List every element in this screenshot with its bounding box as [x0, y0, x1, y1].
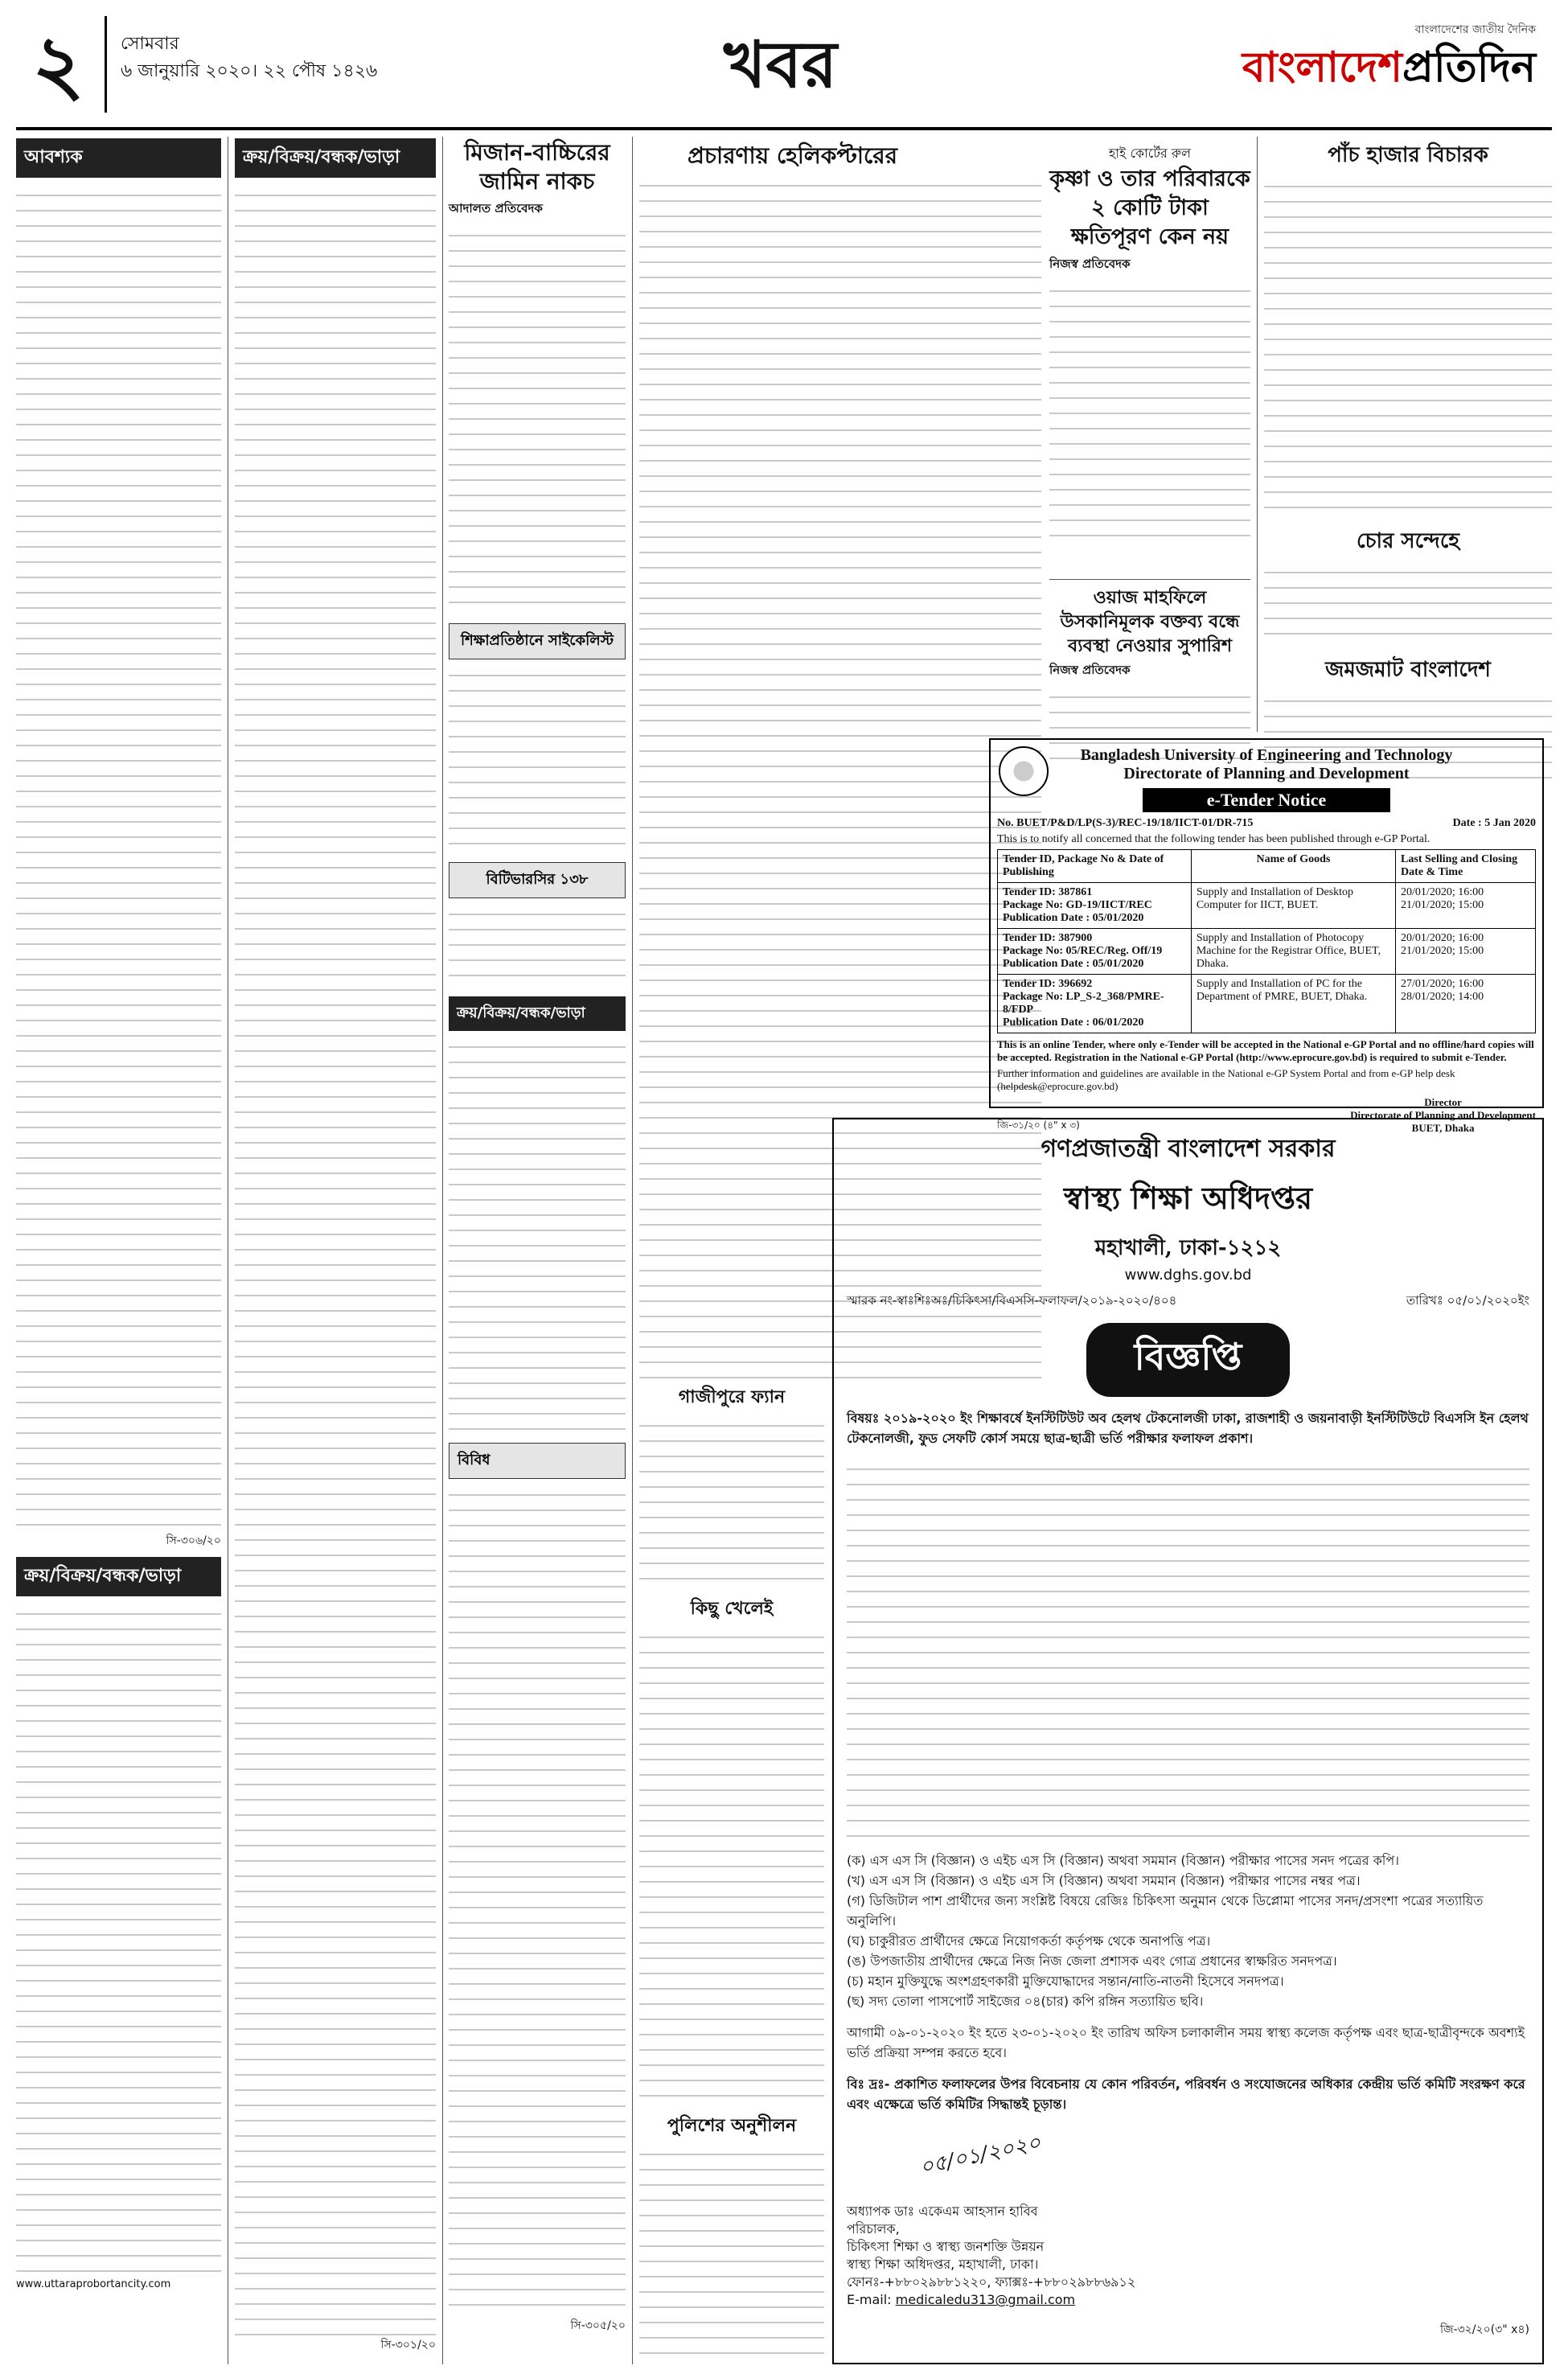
tender-cell-dates: 27/01/2020; 16:00 28/01/2020; 14:00	[1396, 975, 1536, 1033]
notice-body	[847, 1456, 1529, 1842]
table-row	[998, 975, 1536, 1033]
notice-bottom: আগামী ০৯-০১-২০২০ ইং হতে ২৩-০১-২০২০ ইং তারিখ অফিস চলাকালীন সময় স্বাস্থ্য কলেজ কর্তৃপক্ষ এবং ছাত্র-ছাত্রীবৃন্দকে অবশ্যই ভর্তি প্রক্রিয়া সম্পন্ন করতে হবে।	[847, 2025, 1525, 2060]
classified-id: সি-৩০৫/২০	[570, 2319, 626, 2332]
notice-note: বিঃ দ্রঃ- প্রকাশিত ফলাফলের উপর বিবেচনায় যে কোন পরিবর্তন, পরিবর্ধন ও সংযোজনের অধিকার কেন্দ্রীয় ভর্তি কমিটি সংরক্ষণ করে এবং এক্ষেত্রে ভর্তি কমিটির সিদ্ধান্তই চূড়ান্ত।	[847, 2076, 1525, 2112]
story-kichu-body	[639, 1624, 824, 2107]
notice-dept: স্বাস্থ্য শিক্ষা অধিদপ্তর	[1063, 1180, 1313, 1216]
tender-cell-id: Tender ID: 387861 Package No: GD-19/IICT/REC Publication Date : 05/01/2020	[998, 883, 1192, 929]
notice-list-item: (ক) এস এস সি (বিজ্ঞান) ও এইচ এস সি (বিজ্ঞান) অথবা সমমান (বিজ্ঞান) পরীক্ষার পাসের সনদ পত্রের কপি।	[847, 1853, 1399, 1868]
story-btv-body	[449, 902, 626, 990]
tender-date: Date : 5 Jan 2020	[1452, 817, 1536, 829]
notice-title: বিজ্ঞপ্তি	[1086, 1323, 1291, 1397]
notice-email-label: E-mail:	[847, 2292, 892, 2307]
story-krishna-byline: নিজস্ব প্রতিবেদক	[1049, 257, 1131, 271]
tender-note1: This is an online Tender, where only e-Tender will be accepted in the National e-GP Portal and no offline/hard copies will be accepted. Registration in the National e-GP Portal (http://www.eprocure.gov.bd) is required to submit e-Tender.	[997, 1038, 1534, 1063]
classifieds-buy-heading-mid: ক্রয়/বিক্রয়/বন্ধক/ভাড়া	[449, 996, 626, 1031]
notice-list-item: (ছ) সদ্য তোলা পাসপোর্ট সাইজের ০৪(চার) কপি রঙ্গিন সত্যায়িত ছবি।	[847, 1994, 1204, 2009]
notice-email	[847, 2291, 1135, 2309]
logo-tagline: বাংলাদেশের জাতীয় দৈনিক	[1414, 23, 1536, 36]
story-mizan-body	[449, 223, 626, 617]
notice-list-item: (গ) ডিজিটাল পাশ প্রার্থীদের জন্য সংশ্লিষ্ট বিষয়ে রেজিঃ চিকিৎসা অনুমান থেকে ডিপ্লোমা পাসের সনদ/প্রসংশা পত্রের সত্যায়িত অনুলিপি।	[847, 1893, 1484, 1928]
tender-cell-goods: Supply and Installation of Photocopy Machine for the Registrar Office, BUET, Dhaka.	[1191, 929, 1395, 975]
classifieds-buy-heading: ক্রয়/বিক্রয়/বন্ধক/ভাড়া	[235, 138, 436, 178]
newspaper-logo	[1230, 20, 1536, 117]
column-rule	[632, 137, 633, 2364]
notice-phone: ফোনঃ-+৮৮০২৯৮৮১২২০, ফ্যাক্সঃ-+৮৮০২৯৮৮৬৯১২	[847, 2274, 1136, 2290]
notice-list-item: (খ) এস এস সি (বিজ্ঞান) ও এইচ এস সি (বিজ্ঞান) অথবা সমমান (বিজ্ঞান) পরীক্ষার পাসের নম্বর পত্র।	[847, 1873, 1361, 1888]
story-cyclist-headline: শিক্ষাপ্রতিষ্ঠানে সাইকেলিস্ট	[449, 623, 626, 659]
tender-col-goods: Name of Goods	[1191, 850, 1395, 883]
notice-list-item: (ঘ) চাকুরীরত প্রার্থীদের ক্ষেত্রে নিয়োগকর্তা কর্তৃপক্ষ থেকে অনাপত্তি পত্র।	[847, 1933, 1211, 1949]
table-row	[998, 929, 1536, 975]
tender-ref: No. BUET/P&D/LP(S-3)/REC-19/18/IICT-01/DR-715	[997, 817, 1254, 829]
classifieds-needed-heading: আবশ্যক	[16, 138, 221, 178]
notice-sig3: চিকিৎসা শিক্ষা ও স্বাস্থ্য জনশক্তি উন্নয়ন	[847, 2239, 1045, 2254]
story-mizan-byline: আদালত প্রতিবেদক	[449, 201, 543, 216]
notice-ref: স্মারক নং-স্বাঃশিঃঅঃ/চিকিৎসা/বিএসসি-ফলাফল/২০১৯-২০২০/৪০৪	[847, 1293, 1177, 1308]
classifieds-misc-heading: বিবিধ	[449, 1443, 626, 1479]
story-krishna-body	[1049, 278, 1250, 544]
story-krishna-kicker: হাই কোর্টের রুল	[1108, 146, 1191, 161]
column-rule	[1257, 137, 1258, 732]
story-helicopter-headline: প্রচারণায় হেলিকপ্টারের	[688, 142, 898, 169]
tender-cell-goods: Supply and Installation of Desktop Computer for IICT, BUET.	[1191, 883, 1395, 929]
tender-sign3: BUET, Dhaka	[1411, 1122, 1475, 1134]
classifieds-needed-text	[16, 183, 221, 1534]
tender-note2: Further information and guidelines are available in the National e-GP System Portal and from e-GP help desk (helpdesk@eprocure.gov.bd)	[997, 1067, 1455, 1092]
page-number: ২	[32, 16, 107, 113]
story-waz-byline: নিজস্ব প্রতিবেদক	[1049, 663, 1131, 677]
story-chor-headline: চোর সন্দেহে	[1356, 529, 1460, 553]
tender-cell-id: Tender ID: 387900 Package No: 05/REC/Reg. Off/19 Publication Date : 05/01/2020	[998, 929, 1192, 975]
masthead-rule	[16, 127, 1552, 130]
notice-address: মহাখালী, ঢাকা-১২১২	[1094, 1236, 1282, 1260]
issue-day: সোমবার	[121, 34, 179, 54]
classified-id: সি-৩০১/২০	[380, 2339, 436, 2351]
story-gazipur-body	[639, 1413, 824, 1590]
notice-sig1: অধ্যাপক ডাঃ একেএম আহসান হাবিব	[847, 2204, 1038, 2219]
notice-gov: গণপ্রজাতন্ত্রী বাংলাদেশ সরকার	[1041, 1135, 1336, 1163]
issue-date-text: ৬ জানুয়ারি ২০২০। ২২ পৌষ ১৪২৬	[121, 61, 378, 81]
notice-date: তারিখঃ ০৫/০১/২০২০ইং	[1406, 1293, 1529, 1308]
story-police-body	[639, 2142, 824, 2367]
notice-signature-date: ০৫/০১/২০২০	[917, 2130, 1043, 2180]
story-cyclist-body	[449, 663, 626, 856]
buet-logo-icon	[999, 746, 1049, 796]
notice-list-item: (চ) মহান মুক্তিযুদ্ধে অংশগ্রহণকারী মুক্তিযোদ্ধাদের সন্তান/নাতি-নাতনী হিসেবে সনদপত্র।	[847, 1974, 1284, 1989]
story-gazipur-headline: গাজীপুরে ফ্যান	[678, 1386, 786, 1407]
story-chor-body	[1264, 560, 1552, 648]
classifieds-buy-text	[235, 183, 436, 2338]
story-krishna-headline: কৃষ্ণা ও তার পরিবারকে ২ কোটি টাকা ক্ষতিপূরণ কেন নয়	[1049, 166, 1250, 249]
story-krishna	[1049, 143, 1250, 544]
tender-col-id: Tender ID, Package No & Date of Publishing	[998, 850, 1192, 883]
tender-table	[997, 849, 1536, 1033]
tender-col-dates: Last Selling and Closing Date & Time	[1396, 850, 1536, 883]
classifieds-buy-text-left	[16, 1601, 221, 2277]
story-jomjomat-headline: জমজমাট বাংলাদেশ	[1325, 658, 1491, 682]
health-notice-ad	[832, 1118, 1544, 2364]
classifieds-needed-column	[16, 138, 221, 2366]
classified-website: www.uttaraprobortancity.com	[16, 2278, 171, 2290]
story-panch-headline: পাঁচ হাজার বিচারক	[1328, 143, 1488, 167]
classifieds-buy-heading-left: ক্রয়/বিক্রয়/বন্ধক/ভাড়া	[16, 1557, 221, 1596]
classifieds-misc-text	[449, 1482, 626, 2319]
column-three	[449, 138, 626, 2366]
classifieds-buy-column	[235, 138, 436, 2366]
story-panch-body	[1264, 174, 1552, 520]
column-rule	[442, 137, 443, 2364]
story-mizan-headline: মিজান-বাচ্চিরের জামিন নাকচ	[464, 139, 610, 195]
notice-sig2: পরিচালক,	[847, 2221, 900, 2236]
tender-cell-dates: 20/01/2020; 16:00 21/01/2020; 15:00	[1396, 883, 1536, 929]
notice-sig4: স্বাস্থ্য শিক্ষা অধিদপ্তর, মহাখালী, ঢাকা।	[847, 2257, 1039, 2272]
logo-name	[1230, 39, 1536, 96]
tender-org1: Bangladesh University of Engineering and Technology	[1080, 746, 1453, 764]
tender-sign1: Director	[1424, 1096, 1462, 1108]
story-btv-headline: বিটিভারসির ১৩৮	[449, 862, 626, 898]
notice-list-item: (ঙ) উপজাতীয় প্রার্থীদের ক্ষেত্রে নিজ নিজ জেলা প্রশাসক এবং গোত্র প্রধানের স্বাক্ষরিত সনদপত্র।	[847, 1953, 1337, 1969]
logo-red: বাংলাদেশ	[1242, 43, 1403, 92]
notice-subject: বিষয়ঃ ২০১৯-২০২০ ইং শিক্ষাবর্ষে ইনস্টিটিউট অব হেলথ টেকনোলজী ঢাকা, রাজশাহী ও জয়নাবাড়ী ইনস্টিটিউটে বিএসসি ইন হেলথ টেকনোলজী, ফুড সেফটি কোর্স সময়ে ছাত্র-ছাত্রী ভর্তি পরীক্ষার ফলাফল প্রকাশ।	[847, 1411, 1529, 1446]
table-row	[998, 883, 1536, 929]
tender-code: জি-৩১/২০ (৪" x ৩)	[997, 1119, 1080, 1131]
tender-cell-dates: 20/01/2020; 16:00 21/01/2020; 15:00	[1396, 929, 1536, 975]
tender-cell-goods: Supply and Installation of PC for the Department of PMRE, BUET, Dhaka.	[1191, 975, 1395, 1033]
tender-ad	[989, 738, 1544, 1134]
notice-email-link[interactable]: medicaledu313@gmail.com	[895, 2292, 1076, 2307]
classified-id: সি-৩০৬/২০	[166, 1534, 221, 1547]
story-waz-headline: ওয়াজ মাহফিলে উসকানিমূলক বক্তব্য বন্ধে ব্যবস্থা নেওয়ার সুপারিশ	[1060, 587, 1240, 656]
tender-title: e-Tender Notice	[1143, 788, 1390, 812]
tender-sign2: Directorate of Planning and Development	[1350, 1109, 1536, 1121]
tender-intro: This is to notify all concerned that the following tender has been published through e-GP Portal.	[997, 833, 1430, 845]
story-police-headline: পুলিশের অনুশীলন	[667, 2115, 797, 2136]
section-title: খবর	[724, 27, 838, 102]
story-rule	[1049, 579, 1250, 580]
issue-date	[121, 31, 377, 85]
logo-black: প্রতিদিন	[1402, 43, 1536, 92]
notice-website: www.dghs.gov.bd	[1124, 1267, 1252, 1284]
notice-code: জি-৩২/২০(৩" x৪)	[1440, 2323, 1529, 2336]
tender-cell-id: Tender ID: 396692 Package No: LP_S-2_368/PMRE-8/FDP Publication Date : 06/01/2020	[998, 975, 1192, 1033]
tender-org2: Directorate of Planning and Development	[1123, 765, 1410, 782]
classifieds-buy-text-mid	[449, 1034, 626, 1436]
story-panch-hajar	[1264, 138, 1552, 785]
story-kichu-headline: কিছু খেলেই	[690, 1598, 774, 1619]
story-gazipur	[639, 1383, 824, 2367]
